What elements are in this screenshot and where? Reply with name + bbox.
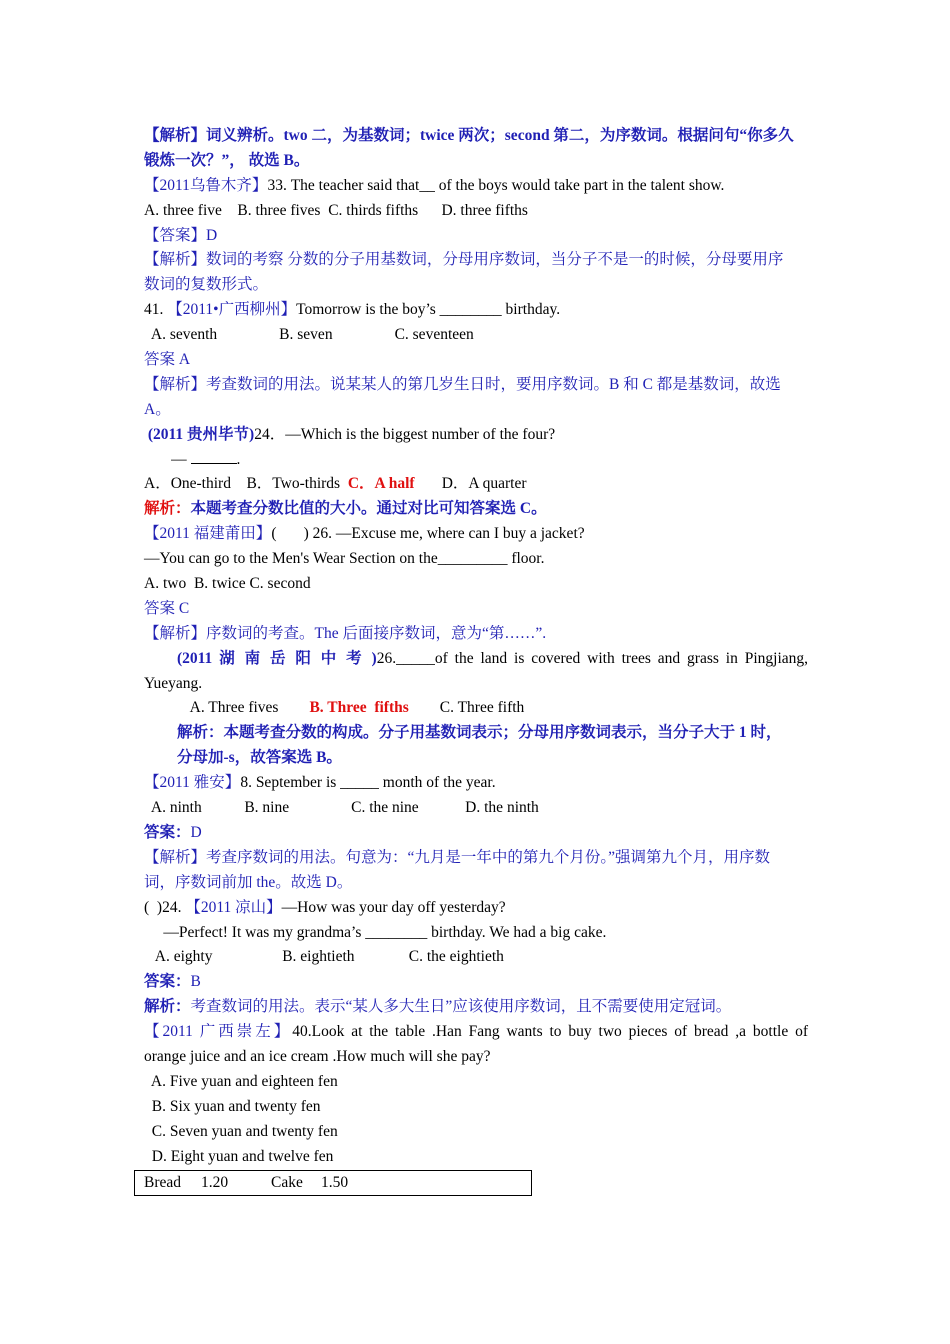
text-segment: (2011 湖 南 岳 阳 中 考 ) — [177, 649, 377, 667]
text-line — [144, 1145, 808, 1170]
text-line — [144, 124, 808, 149]
text-segment: 8. September is _____ month of the year. — [240, 774, 496, 792]
text-segment: Yueyang. — [144, 674, 203, 692]
text-line — [144, 522, 808, 547]
text-segment: A. eighty B. eightieth C. the eightieth — [144, 948, 504, 966]
text-segment — [191, 449, 237, 464]
text-segment: 答案： — [144, 973, 191, 991]
text-segment: ( ) 26. —Excuse me, where can I buy a jacket? — [271, 525, 585, 543]
text-segment: A. seventh B. seven C. seventeen — [144, 326, 474, 344]
text-segment: A．One-third B．Two-thirds — [144, 475, 348, 493]
text-line — [144, 199, 808, 224]
text-segment: 41. — [144, 301, 168, 319]
text-line — [144, 149, 808, 174]
text-segment: B. Three fifths — [309, 699, 409, 717]
text-line — [144, 821, 808, 846]
cake-label: Cake — [271, 1174, 303, 1191]
text-segment: 【解析】考查序数词的用法。句意为：“九月是一年中的第九个月份。”强调第九个月，用序数 — [144, 848, 771, 866]
text-segment: 【2011 凉山】 — [185, 898, 282, 916]
text-segment: ( )24. — [144, 898, 186, 916]
text-line — [144, 273, 808, 298]
text-segment: A. Five yuan and eighteen fen — [144, 1072, 338, 1090]
text-line — [144, 448, 808, 473]
text-segment: 锻炼一次？”， 故选 B。 — [144, 151, 310, 169]
text-segment: 本题考查分数比值的大小。通过对比可知答案选 C。 — [190, 500, 547, 518]
text-segment: 26._____of the land is covered with trees and grass in Pingjiang, — [376, 649, 809, 667]
text-segment: —Perfect! It was my grandma’s ________ birthday. We had a big cake. — [144, 923, 607, 941]
text-segment: 【2011 福建莆田】 — [144, 525, 272, 543]
text-line — [144, 224, 808, 249]
text-line — [144, 647, 808, 672]
text-segment: B. Six yuan and twenty fen — [144, 1097, 321, 1115]
text-segment: A. three five B. three fives C. thirds fifths D. three fifths — [144, 201, 528, 219]
text-line — [144, 771, 808, 796]
text-segment: 【解析】序数词的考查。The 后面接序数词，意为“第……”. — [144, 624, 547, 642]
text-line — [144, 323, 808, 348]
text-line — [144, 896, 808, 921]
text-segment: 考查数词的用法。表示“某人多大生日”应该使用序数词，且不需要使用定冠词。 — [190, 998, 732, 1016]
text-line — [144, 746, 808, 771]
text-segment: 分母加-s，故答案选 B。 — [177, 749, 342, 767]
text-line — [144, 174, 808, 199]
text-line — [144, 423, 808, 448]
text-segment: 答案 A — [144, 351, 191, 369]
text-segment: 【解析】考查数词的用法。说某某人的第几岁生日时，要用序数词。B 和 C 都是基数词，故选 — [144, 375, 781, 393]
text-segment: B — [190, 973, 201, 991]
text-segment: A. ninth B. nine C. the nine D. the ninth — [144, 799, 539, 817]
text-line — [144, 970, 808, 995]
text-segment: —You can go to the Men's Wear Section on the_________ floor. — [144, 550, 545, 568]
text-segment: 33. The teacher said that__ of the boys would take part in the talent show. — [267, 176, 725, 194]
text-line — [144, 696, 808, 721]
text-line — [144, 1120, 808, 1145]
text-segment: 【2011 雅安】 — [144, 774, 241, 792]
text-segment: 答案： — [144, 823, 191, 841]
text-line — [144, 921, 808, 946]
text-segment: A。 — [144, 400, 171, 418]
text-line — [144, 472, 808, 497]
text-line — [144, 572, 808, 597]
text-segment: 24．—Which is the biggest number of the four? — [254, 425, 556, 443]
text-line — [144, 871, 808, 896]
text-line — [144, 1045, 808, 1070]
text-line — [144, 945, 808, 970]
text-segment: — — [144, 450, 191, 468]
text-segment: 解析： — [144, 998, 191, 1016]
text-segment: orange juice and an ice cream .How much will she pay? — [144, 1047, 491, 1065]
text-segment: C. Three fifth — [408, 699, 525, 717]
text-segment: (2011 贵州毕节) — [144, 425, 255, 443]
cake-price: 1.50 — [321, 1174, 349, 1191]
text-line — [144, 622, 808, 647]
text-line — [144, 497, 808, 522]
text-line — [144, 846, 808, 871]
text-line — [144, 597, 808, 622]
text-segment: 【2011 广西崇左】 — [144, 1023, 293, 1041]
text-line — [144, 348, 808, 373]
text-line — [144, 248, 808, 273]
text-segment: D. Eight yuan and twelve fen — [144, 1147, 334, 1165]
price-table — [134, 1170, 532, 1196]
text-line — [144, 373, 808, 398]
text-line — [144, 298, 808, 323]
text-line — [144, 1020, 808, 1045]
text-segment: 【2011乌鲁木齐】 — [144, 176, 268, 194]
text-segment: 【解析】数词的考察 分数的分子用基数词，分母用序数词，当分子不是一的时候，分母要用序 — [144, 251, 784, 269]
document-body — [144, 124, 808, 1169]
text-line — [144, 796, 808, 821]
text-segment: 【答案】D — [144, 226, 218, 244]
bread-price: 1.20 — [201, 1174, 229, 1191]
text-segment: . — [236, 450, 241, 468]
text-segment: D．A quarter — [414, 475, 527, 493]
text-segment: 词，序数词前加 the。故选 D。 — [144, 873, 353, 891]
text-line — [144, 672, 808, 697]
text-segment: A. Three fives — [144, 699, 310, 717]
text-segment: 答案 C — [144, 599, 190, 617]
text-segment: C. Seven yuan and twenty fen — [144, 1122, 338, 1140]
text-segment: 【2011•广西柳州】 — [167, 301, 297, 319]
text-line — [144, 547, 808, 572]
text-line — [144, 721, 808, 746]
text-segment: C．A half — [347, 475, 415, 493]
text-segment: 解析：本题考查分数的构成。分子用基数词表示；分母用序数词表示，当分子大于 1 时， — [177, 724, 782, 742]
bread-label: Bread — [144, 1174, 182, 1191]
text-line — [144, 1095, 808, 1120]
text-line — [144, 995, 808, 1020]
text-segment: 【解析】词义辨析。two 二，为基数词；twice 两次；second 第二，为序数词。根据问句“你多久 — [144, 127, 794, 144]
text-segment: 解析： — [144, 500, 191, 518]
text-segment: 数词的复数形式。 — [144, 276, 269, 294]
text-segment: A. two B. twice C. second — [144, 575, 311, 593]
text-line — [144, 398, 808, 423]
text-segment: Tomorrow is the boy’s ________ birthday. — [296, 301, 561, 319]
text-segment: D — [190, 823, 202, 841]
text-line — [144, 1070, 808, 1095]
text-segment: —How was your day off yesterday? — [281, 898, 506, 916]
text-segment: 40.Look at the table .Han Fang wants to buy two pieces of bread ,a bottle of — [292, 1023, 808, 1041]
